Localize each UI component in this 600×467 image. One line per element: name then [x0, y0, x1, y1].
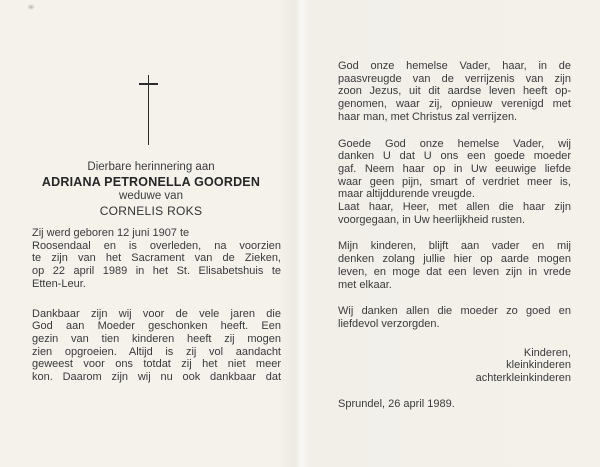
text-line: op 22 april 1989 in het St. Elisabetshuis te [32, 265, 281, 278]
text-line: leven, en moge dat een leven zijn in vrede [338, 265, 571, 278]
text-line: God onze hemelse Vader, haar, in de [338, 60, 571, 72]
signature-line: achterkleinkinderen [475, 372, 571, 385]
text-line: liefdevol verzorgden. [338, 317, 440, 330]
text-line: zien opgroeien. Altijd is zij vol aandacht [32, 345, 281, 358]
spouse-name: CORNELIS ROKS [99, 203, 203, 218]
signature-line: Kinderen, [523, 346, 571, 359]
text-line: kon. Daarom zijn wij nu ook dankbaar dat [32, 371, 281, 384]
text-line: paasvreugde van de verrijzenis van zijn [338, 72, 571, 85]
scan-speck [27, 4, 35, 10]
text-line: danken U dat U ons een goede moeder [338, 150, 571, 163]
text-line: God aan Moeder geschonken heeft. Een [32, 320, 281, 333]
paragraph-prayer [338, 138, 571, 227]
text-line: geweest voor ons totdat zij het niet meer [32, 358, 281, 371]
text-line: Wij danken allen die moeder zo goed en [338, 305, 571, 318]
text-line: haar man, met Christus zal verrijzen. [338, 110, 518, 123]
signature-block [338, 347, 571, 385]
text-line: Mijn kinderen, blijft aan vader en mij [338, 240, 571, 253]
deceased-name: ADRIANA PETRONELLA GOORDEN [41, 174, 261, 189]
text-line: Laat haar, Heer, met allen die haar zijn [338, 201, 571, 214]
paragraph-birth-death [32, 227, 281, 291]
text-line: zoon Jezus, uit dit aardse leven heeft op- [338, 85, 571, 98]
right-body-text [338, 60, 571, 410]
cross-icon [134, 72, 164, 150]
text-line: gezin van tien kinderen heeft zij mogen [32, 332, 281, 345]
text-line: te zijn van het Sacrament van de Zieken, [32, 252, 281, 265]
paragraph-resurrection [338, 60, 571, 124]
signature-line: kleinkinderen [506, 359, 571, 372]
text-line: Roosendaal en is overleden, na voorzien [32, 239, 281, 252]
paragraph-thanks [338, 305, 571, 330]
text-line: met elkaar. [338, 278, 392, 291]
paragraph-children-message [338, 240, 571, 291]
text-line: Dankbaar zijn wij voor de vele jaren die [32, 307, 281, 320]
text-line: voorgegaan, in Uw heerlijkheid rusten. [338, 213, 526, 226]
text-line: maar altijddurende vreugde. [338, 188, 475, 201]
relation-line: weduwe van [119, 190, 183, 202]
memorial-intro-line: Dierbare herinnering aan [87, 161, 215, 173]
memorial-header [0, 160, 302, 218]
paragraph-gratitude [32, 308, 281, 384]
text-line: Zij werd geboren 12 juni 1907 te [32, 227, 190, 239]
dateline: Sprundel, 26 april 1989. [338, 397, 455, 410]
text-line: denken zolang jullie hier op aarde mogen [338, 253, 571, 266]
left-body-text [32, 227, 281, 401]
text-line: Goede God onze hemelse Vader, wij [338, 137, 571, 150]
text-line: genomen, waar zij, opnieuw verenigd met [338, 98, 571, 111]
text-line: gaf. Neem haar op in Uw eeuwige liefde [338, 162, 571, 175]
text-line: Etten-Leur. [32, 277, 86, 290]
text-line: waar geen pijn, smart of verdriet meer is, [338, 175, 571, 188]
